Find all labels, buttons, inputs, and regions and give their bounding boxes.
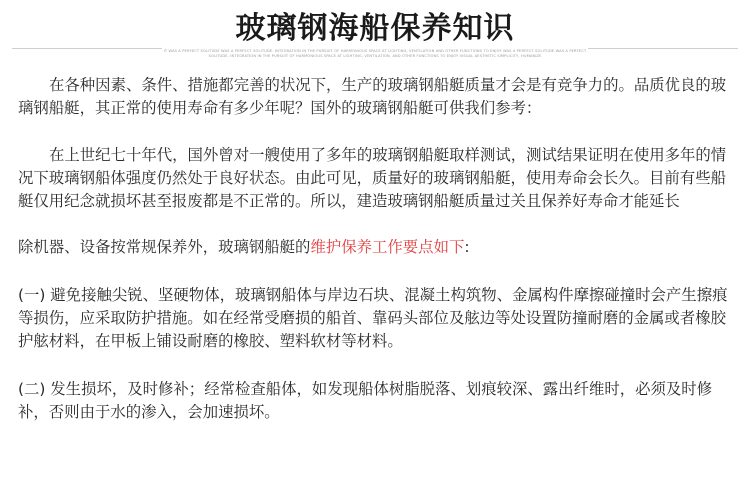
- paragraph-point-1: (一) 避免接触尖锐、坚硬物体，玻璃钢船体与岸边石块、混凝土构筑物、金属构件摩擦碰撞时会产生擦痕等损伤，应采取防护措施。如在经常受磨损的船首、靠码头部位及舷边等处设置防撞耐磨的金属或者橡胶护舷材料，在甲板上铺设耐磨的橡胶、塑料软材等材料。: [18, 286, 728, 350]
- title-tagline: IT WAS A PERFECT SOLITUDE WAS A PERFECT SOLITUDE. INTEGRATION IN THE PURSUIT OF HARMONIOUS SPACE AT LIGHTING, VENTILATION AND OTHER FUNCTIONS TO ENJOY WAS A PERFECT SOLITUDE WAS A PERFECT SOLITUDE. INTEGRATION IN THE PURSUIT OF HARMONIOUS SPACE AT LIGHTING, VENTILATION, AND OTHER FUNCTIONS TO ENJOY VISUAL AESTHETIC SIMPLICITY, HUMANIZE: [163, 49, 587, 58]
- article-body: [18, 74, 738, 424]
- title-divider-right: [588, 48, 738, 49]
- maintenance-intro-colon: :: [464, 238, 470, 256]
- paragraph-intro: 在各种因素、条件、措施都完善的状况下，生产的玻璃钢船艇质量才会是有竞争力的。品质优良的玻璃钢船艇，其正常的使用寿命有多少年呢？国外的玻璃钢船艇可供我们参考：: [18, 76, 727, 117]
- maintenance-key-points-highlight: 维护保养工作要点如下: [310, 238, 465, 256]
- page-title: 玻璃钢海船保养知识: [235, 11, 515, 46]
- paragraph-maintenance-intro: [18, 236, 738, 259]
- paragraph-point-2: (二) 发生损坏，及时修补；经常检查船体，如发现船体树脂脱落、划痕较深、露出纤维时，必须及时修补，否则由于水的渗入，会加速损坏。: [18, 380, 713, 421]
- paragraph-history: 在上世纪七十年代，国外曾对一艘使用了多年的玻璃钢船艇取样测试，测试结果证明在使用多年的情况下玻璃钢船体强度仍然处于良好状态。由此可见，质量好的玻璃钢船艇，使用寿命会长久。目前有些船艇仅用纪念就损坏甚至报废都是不正常的。所以，建造玻璃钢船艇质量过关且保养好寿命才能延长: [18, 146, 727, 210]
- maintenance-intro-text: 除机器、设备按常规保养外，玻璃钢船艇的: [18, 238, 311, 256]
- title-divider-left: [12, 48, 162, 49]
